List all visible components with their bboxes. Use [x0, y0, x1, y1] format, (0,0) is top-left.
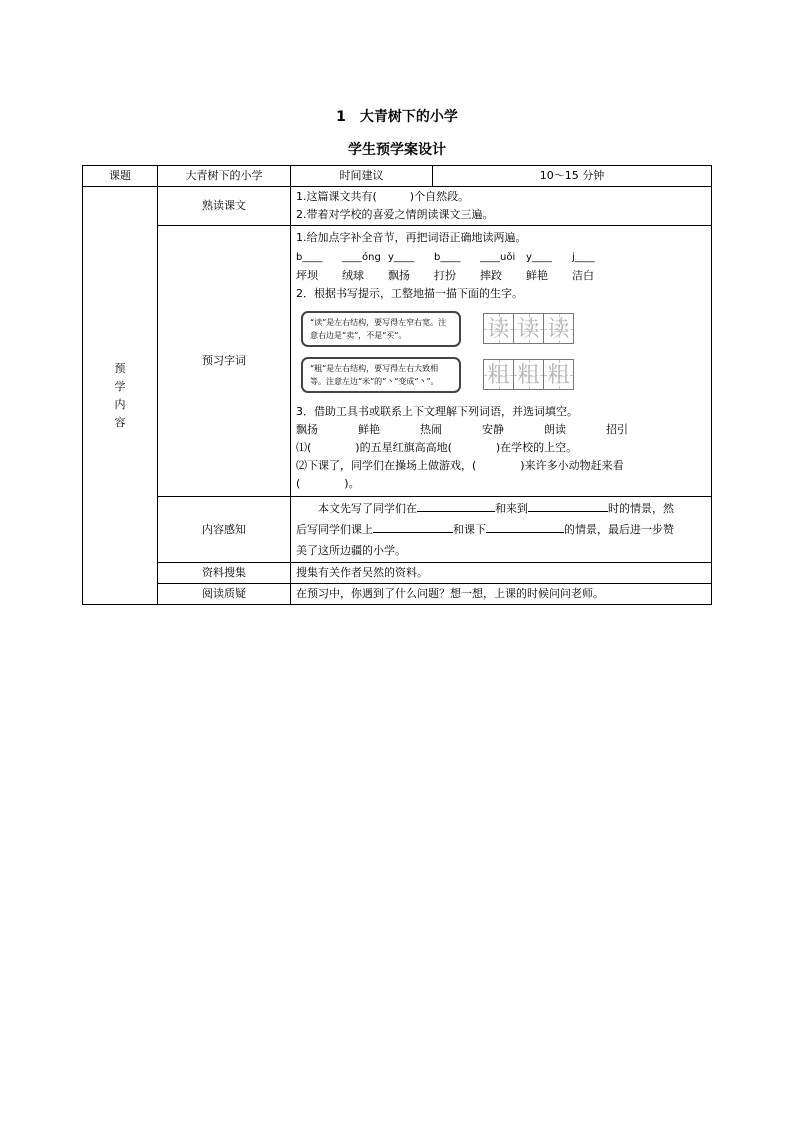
- side-char: 容: [114, 415, 126, 429]
- fill-sentence-1: ⑴( )的五星红旗高高地( )在学校的上空。: [296, 441, 578, 454]
- feeling-label: 内容感知: [158, 497, 291, 563]
- vocab-item: 招引: [606, 423, 628, 436]
- word-item: 打扮: [434, 269, 456, 282]
- tip-box-du: “读”是左右结构，要写得左窄右宽。注意右边是“卖”，不是“买”。: [301, 311, 461, 347]
- words-label: 预习字词: [158, 226, 291, 497]
- pinyin-item: ____uǒi: [480, 252, 516, 263]
- word-item: 飘扬: [388, 269, 410, 282]
- header-time-value: 10～15 分钟: [433, 166, 712, 187]
- side-label: [83, 187, 158, 605]
- pinyin-row: [296, 249, 706, 267]
- answer-blank[interactable]: [486, 520, 564, 533]
- feeling-paragraph: 本文先写了同学们在 和来到 时的情景，然: [296, 498, 706, 519]
- words-content: [291, 226, 712, 497]
- document-subtitle: 学生预学案设计: [348, 142, 446, 158]
- header-topic-label: 课题: [83, 166, 158, 187]
- writing-tips: [296, 307, 706, 399]
- tracing-cell[interactable]: 读: [543, 313, 574, 344]
- pinyin-item: y____: [526, 252, 552, 263]
- question-content: 在预习中，你遇到了什么问题？想一想，上课的时候问问老师。: [291, 584, 712, 605]
- pinyin-item: b____: [434, 252, 461, 263]
- tracing-cell[interactable]: 粗: [513, 359, 544, 390]
- read-line-1: 1.这篇课文共有( )个自然段。: [296, 190, 470, 203]
- tracing-cell[interactable]: 读: [513, 313, 544, 344]
- header-row: [83, 166, 712, 187]
- vocab-item: 飘扬: [296, 423, 318, 436]
- side-char: 学: [114, 379, 126, 393]
- row-search: [83, 563, 712, 584]
- tip-box-cu: “粗”是左右结构，要写得左右大致相等。注意左边“米”的“丶”变成“丶”。: [301, 357, 461, 393]
- feeling-paragraph-2: 后写同学们课上 和课下 的情景，最后进一步赞: [296, 519, 706, 540]
- tracing-cell[interactable]: 读: [483, 313, 514, 344]
- vocab-item: 安静: [482, 423, 504, 436]
- word-item: 摔跤: [480, 269, 502, 282]
- tracing-grid-du: [484, 313, 574, 344]
- words-task-3: 3．借助工具书或联系上下文理解下列词语，并选词填空。: [296, 405, 578, 418]
- read-line-2: 2.带着对学校的喜爱之情朗读课文三遍。: [296, 208, 494, 221]
- word-item: 鲜艳: [526, 269, 548, 282]
- pinyin-item: ____óng: [342, 252, 381, 263]
- word-item: 洁白: [572, 269, 594, 282]
- search-label: 资料搜集: [158, 563, 291, 584]
- word-item: 坪坝: [296, 269, 318, 282]
- fill-sentence-2: ⑵下课了，同学们在操场上做游戏，( )来许多小动物赶来看: [296, 459, 624, 472]
- tracing-cell[interactable]: 粗: [483, 359, 514, 390]
- read-label: 熟读课文: [158, 187, 291, 226]
- pinyin-item: b____: [296, 252, 323, 263]
- answer-blank[interactable]: [373, 520, 453, 533]
- side-char: 内: [114, 397, 126, 411]
- row-read: [83, 187, 712, 226]
- vocab-row: [296, 421, 706, 439]
- pinyin-item: y____: [388, 252, 414, 263]
- word-item: 绒球: [342, 269, 364, 282]
- answer-blank[interactable]: [417, 499, 495, 512]
- words-task-2: 2．根据书写提示，工整地描一描下面的生字。: [296, 287, 523, 300]
- prestudy-table: [82, 165, 712, 605]
- question-label: 阅读质疑: [158, 584, 291, 605]
- pinyin-item: j____: [572, 252, 595, 263]
- vocab-item: 朗读: [544, 423, 566, 436]
- words-task-1: 1.给加点字补全音节，再把词语正确地读两遍。: [296, 231, 527, 244]
- side-char: 预: [114, 361, 126, 375]
- tracing-grid-cu: [484, 359, 574, 390]
- read-content: [291, 187, 712, 226]
- answer-blank[interactable]: [528, 499, 608, 512]
- fill-sentence-3: ( )。: [296, 477, 360, 490]
- vocab-item: 热闹: [420, 423, 442, 436]
- header-time-label: 时间建议: [291, 166, 433, 187]
- document-title: 1 大青树下的小学: [336, 109, 458, 125]
- word-row: [296, 267, 706, 285]
- feeling-content: [291, 497, 712, 563]
- row-words: [83, 226, 712, 497]
- tracing-cell[interactable]: 粗: [543, 359, 574, 390]
- vocab-item: 鲜艳: [358, 423, 380, 436]
- search-content: 搜集有关作者吴然的资料。: [291, 563, 712, 584]
- row-feeling: [83, 497, 712, 563]
- header-topic-value: 大青树下的小学: [158, 166, 291, 187]
- row-question: [83, 584, 712, 605]
- feeling-paragraph-3: 美了这所边疆的小学。: [296, 544, 406, 557]
